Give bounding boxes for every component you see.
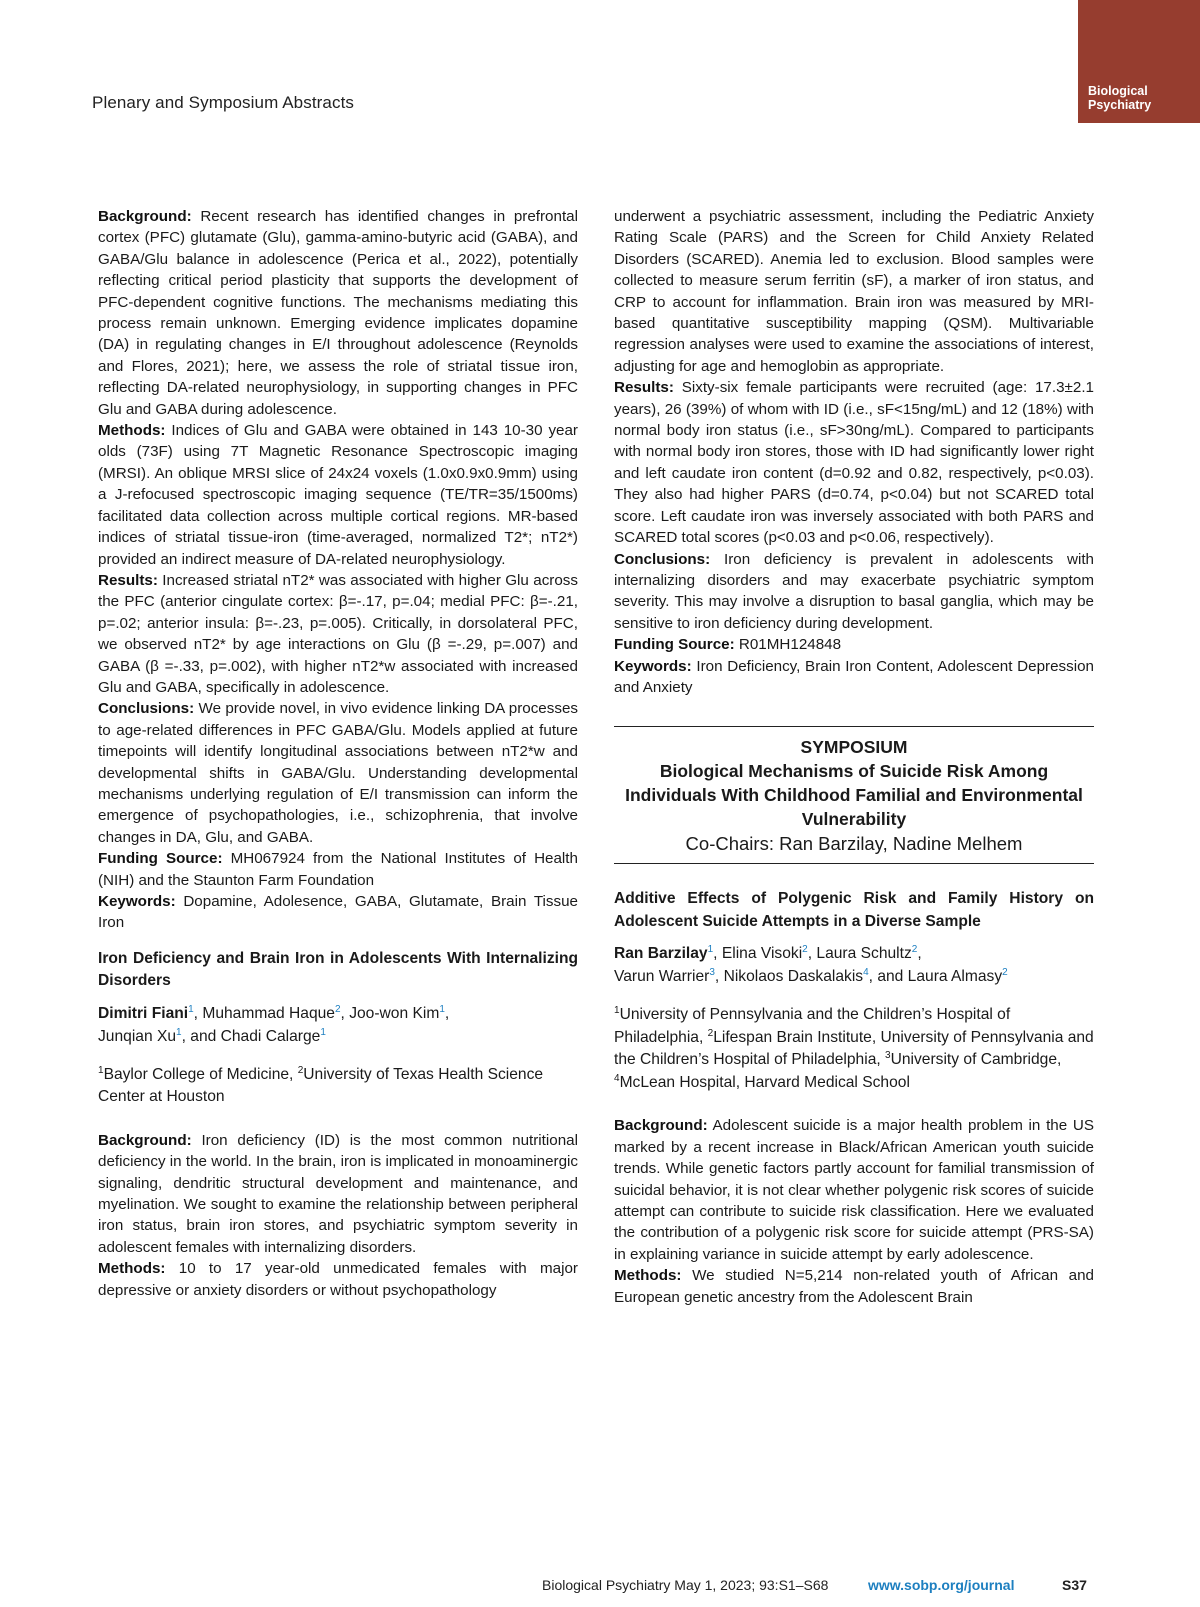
- author-name: and Laura Almasy: [877, 968, 1003, 986]
- left-column: [98, 206, 578, 1301]
- a2-conclusions: [614, 549, 1094, 635]
- aff-sup: 4: [614, 1072, 620, 1084]
- author-sup: 2: [334, 1003, 341, 1015]
- author-name: Laura Schultz: [816, 945, 912, 963]
- author-name: Dimitri Fiani: [98, 1004, 189, 1022]
- author-sup: 3: [709, 967, 715, 979]
- journal-url-link[interactable]: www.sobp.org/journal: [868, 1577, 1015, 1593]
- a2-keywords: [614, 656, 1094, 699]
- symposium-header: [614, 726, 1094, 864]
- symposium-chairs: Co-Chairs: Ran Barzilay, Nadine Melhem: [685, 833, 1023, 855]
- page-number: S37: [1062, 1577, 1087, 1593]
- journal-badge[interactable]: [1078, 0, 1200, 123]
- aff-text: University of Texas Health Science Center at Houston: [98, 1065, 544, 1106]
- aff-text: Baylor College of Medicine,: [103, 1065, 298, 1083]
- section-text: Iron deficiency (ID) is the most common nutritional deficiency in the world. In the brain, iron is implicated in monoaminergic signaling, dendritic structural development and maintenance, and myelination. We sought to examine the relationship between peripheral iron status, brain iron stores, and psychiatric symptom severity in adolescent females with internalizing disorders.: [98, 1131, 578, 1256]
- a2-funding: [614, 634, 1094, 655]
- section-label: Background:: [98, 1131, 192, 1149]
- section-label: Methods:: [98, 422, 166, 440]
- section-label: Conclusions:: [614, 550, 711, 568]
- a3-title: Additive Effects of Polygenic Risk and Family History on Adolescent Suicide Attempts in a Diverse Sample: [614, 890, 1094, 930]
- aff-text: Lifespan Brain Institute, University of Pennsylvania and the Children’s Hospital of Philadelphia,: [614, 1028, 1094, 1069]
- section-label: Keywords:: [614, 657, 692, 675]
- section-text: Dopamine, Adolesence, GABA, Glutamate, Brain Tissue Iron: [98, 893, 578, 932]
- section-label: Background:: [98, 208, 192, 225]
- author-sup: 1: [176, 1026, 182, 1038]
- section-label: Keywords:: [98, 893, 176, 910]
- a2-title: Iron Deficiency and Brain Iron in Adolescents With Internalizing Disorders: [98, 949, 578, 990]
- aff-sup: 3: [885, 1050, 891, 1062]
- a2-affiliations: [98, 1064, 578, 1109]
- a2-methods-cont: [614, 206, 1094, 377]
- author-name: Nikolaos Daskalakis: [723, 968, 864, 986]
- section-text: Indices of Glu and GABA were obtained in 143 10-30 year olds (73F) using 7T Magnetic Resonance Spectroscopic imaging (MRSI). An oblique MRSI slice of 24x24 voxels (1.0x0.9x0.9mm) using a J-refocused spectroscopic imaging sequence (TE/TR=35/1500ms) facilitated data collection across multiple cortical regions. MR-based indices of striatal tissue-iron (time-averaged, normalized T2*; nT2*) provided an indirect measure of DA-related neurophysiology.: [98, 422, 578, 568]
- aff-text: University of Cambridge,: [890, 1051, 1062, 1069]
- a2-methods: [98, 1258, 578, 1301]
- aff-sup: 2: [297, 1064, 304, 1076]
- a1-conclusions: [98, 698, 578, 848]
- section-text: Iron deficiency is prevalent in adolescents with internalizing disorders and may exacerbate psychiatric symptom severity. This may involve a disruption to basal ganglia, which may be sensitive to iron deficiency during development.: [614, 550, 1094, 632]
- author-name: Joo-won Kim: [349, 1004, 440, 1022]
- a1-methods: [98, 420, 578, 570]
- author-name: Varun Warrier: [614, 968, 710, 986]
- section-text: Adolescent suicide is a major health problem in the US marked by a recent increase in Black/African American youth suicide trends. While genetic factors partly account for familial transmission of suicidal behavior, it is not clear whether polygenic risk scores of suicide attempt can contribute to suicide risk classification. Here we evaluated the contribution of a polygenic risk score for suicide attempt (PRS-SA) in explaining variance in suicide attempt by early adolescence.: [614, 1117, 1094, 1263]
- aff-sup: 1: [614, 1005, 620, 1017]
- author-sup: 2: [911, 944, 918, 956]
- section-label: Methods:: [98, 1260, 166, 1278]
- section-text: We provide novel, in vivo evidence linking DA processes to age-related differences in PFC GABA/Glu. Models applied at future timepoints will identify longitudinal associations between nT2*w and developmental shifts in GABA/Glu. Understanding developmental mechanisms underlying regulation of E/I transmission can inform the emergence of psychopathologies, i.e., schizophrenia, that involve changes in DA, Glu, and GABA.: [98, 700, 578, 846]
- author-name: Ran Barzilay: [614, 945, 708, 963]
- a3-affiliations: [614, 1004, 1094, 1094]
- section-text: Increased striatal nT2* was associated with higher Glu across the PFC (anterior cingulate cortex: β=-.17, p=.04; medial PFC: β=-.21, p=.02; anterior insula: β=-.23, p=.005). Critically, in dorsolateral PFC, we observed nT2* by age interactions on Glu (β =-.29, p=.007) and GABA (β =-.33, p=.002), with higher nT2*w associated with increased Glu and GABA, specifically in adolescence.: [98, 571, 578, 696]
- journal-citation: Biological Psychiatry May 1, 2023; 93:S1–S68: [542, 1577, 829, 1593]
- aff-sup: 2: [707, 1027, 714, 1039]
- author-sup: 1: [320, 1026, 326, 1038]
- section-text: We studied N=5,214 non-related youth of African and European genetic ancestry from the Adolescent Brain: [614, 1267, 1094, 1306]
- section-label: Funding Source:: [614, 636, 735, 654]
- a3-background: [614, 1115, 1094, 1265]
- author-name: Muhammad Haque: [202, 1004, 335, 1022]
- a3-methods: [614, 1265, 1094, 1308]
- author-sup: 2: [1002, 967, 1008, 979]
- right-column: [614, 206, 1094, 1308]
- aff-sup: 1: [98, 1064, 104, 1076]
- a1-background: [98, 206, 578, 420]
- symposium-title: Biological Mechanisms of Suicide Risk Among Individuals With Childhood Familial and Environmental Vulnerability: [625, 761, 1083, 830]
- author-sup: 1: [188, 1003, 194, 1015]
- section-text: MH067924 from the National Institutes of Health (NIH) and the Staunton Farm Foundation: [98, 850, 578, 889]
- section-label: Results:: [98, 571, 158, 589]
- section-text: R01MH124848: [738, 636, 842, 654]
- author-name: Junqian Xu: [98, 1027, 177, 1045]
- a1-results: [98, 570, 578, 698]
- a1-funding: [98, 848, 578, 891]
- a2-authors: Dimitri Fiani$^1$, Muhammad Haque$^2$, Joo-won Kim$^1$, Junqian Xu$^1$, and Chadi Calarge$^1$: [98, 1003, 450, 1045]
- section-text: underwent a psychiatric assessment, including the Pediatric Anxiety Rating Scale (PARS) and the Screen for Child Anxiety Related Disorders (SCARED). Anemia led to exclusion. Blood samples were collected to measure serum ferritin (sF), a marker of iron status, and CRP to account for inflammation. Brain iron was measured by MRI-based quantitative susceptibility mapping (QSM). Multivariable regression analyses were used to examine the associations of interest, adjusting for age and hemoglobin as appropriate.: [614, 208, 1094, 375]
- author-name: and Chadi Calarge: [190, 1027, 321, 1045]
- journal-name-line1: Biological: [1088, 84, 1148, 98]
- symposium-label: SYMPOSIUM: [800, 737, 908, 758]
- section-text: Recent research has identified changes in prefrontal cortex (PFC) glutamate (Glu), gamma-amino-butyric acid (GABA), and GABA/Glu balance in adolescence (Perica et al., 2022), potentially reflecting critical period plasticity that supports the development of PFC-dependent cognitive functions. The mechanisms mediating this process remain unknown. Emerging evidence implicates dopamine (DA) in regulating changes in E/I throughout adolescence (Reynolds and Flores, 2021); here, we assess the role of striatal tissue iron, reflecting DA-related neurophysiology, in supporting changes in PFC Glu and GABA during adolescence.: [98, 208, 578, 418]
- aff-text: McLean Hospital, Harvard Medical School: [619, 1073, 910, 1091]
- section-label: Funding Source:: [98, 850, 223, 868]
- a2-background: [98, 1130, 578, 1258]
- aff-text: University of Pennsylvania and the Children’s Hospital of Philadelphia,: [614, 1006, 1011, 1046]
- a3-authors: Ran Barzilay$^1$, Elina Visoki$^2$, Laura Schultz$^2$, Varun Warrier$^3$, Nikolaos Daskalakis$^4$, and Laura Almasy$^2$: [614, 944, 1008, 986]
- author-sup: 4: [863, 967, 869, 979]
- section-text: Iron Deficiency, Brain Iron Content, Adolescent Depression and Anxiety: [614, 657, 1094, 696]
- section-label: Background:: [614, 1117, 708, 1135]
- a1-keywords: [98, 891, 578, 934]
- author-name: Elina Visoki: [721, 945, 803, 963]
- section-text: Sixty-six female participants were recruited (age: 17.3±2.1 years), 26 (39%) of whom with ID (i.e., sF<15ng/mL) and 12 (18%) with normal body iron status (i.e., sF>30ng/mL). Compared to participants with normal body iron stores, those with ID had significantly lower right and left caudate iron content (d=0.92 and 0.82, respectively, p<0.03). They also had higher PARS (d=0.74, p<0.04) but not SCARED total score. Left caudate iron was inversely associated with both PARS and SCARED total scores (p<0.03 and p<0.06, respectively).: [614, 379, 1094, 547]
- section-label: Methods:: [614, 1267, 682, 1285]
- section-label: Results:: [614, 379, 674, 397]
- section-label: Conclusions:: [98, 700, 195, 718]
- author-sup: 1: [707, 944, 714, 956]
- running-head: Plenary and Symposium Abstracts: [92, 93, 354, 112]
- author-sup: 2: [802, 944, 808, 956]
- journal-name-line2: Psychiatry: [1088, 98, 1152, 112]
- section-text: 10 to 17 year-old unmedicated females with major depressive or anxiety disorders or without psychopathology: [98, 1260, 578, 1299]
- a2-results: [614, 377, 1094, 548]
- author-sup: 1: [439, 1003, 445, 1015]
